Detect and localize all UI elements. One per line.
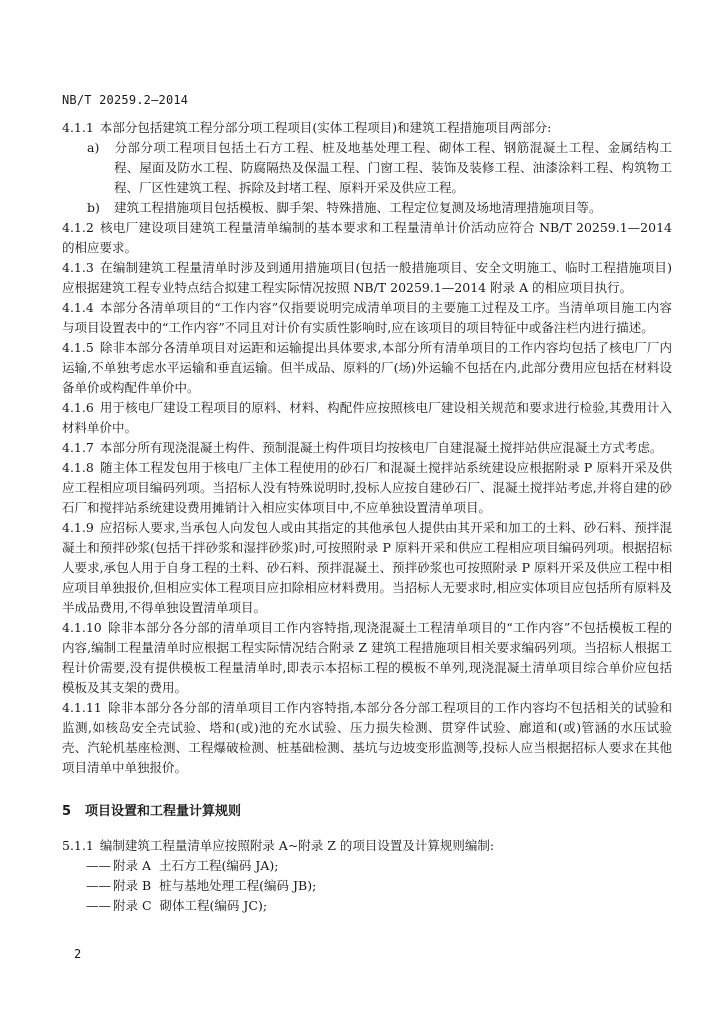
clause-text: 核电厂建设项目建筑工程量清单编制的基本要求和工程量清单计价活动应符合 NB/T 20259.1—2014 的相应要求。 bbox=[62, 220, 672, 255]
appendix-dash: —— bbox=[86, 858, 111, 873]
clause-text: 在编制建筑工程量清单时涉及到通用措施项目(包括一般措施项目、安全文明施工、临时工程措施项目)应根据建筑工程专业特点结合拟建工程实际情况按照 NB/T 20259.1—2014 附录 A 的相应项目执行。 bbox=[62, 260, 672, 295]
appendix-item bbox=[62, 896, 672, 916]
subitem-b bbox=[62, 198, 672, 218]
clause-number: 5.1.1 bbox=[62, 838, 94, 853]
section-number: 5 bbox=[62, 804, 72, 819]
section-heading bbox=[62, 802, 672, 822]
standard-code-header: NB/T 20259.2—2014 bbox=[62, 93, 189, 107]
appendix-item bbox=[62, 876, 672, 896]
clause-4-1-7 bbox=[62, 438, 672, 458]
appendix-text: 砌体工程(编码 JC); bbox=[159, 898, 268, 913]
clause-text: 应招标人要求,当承包人向发包人或由其指定的其他承包人提供由其开采和加工的土料、砂石料、预拌混凝土和预拌砂浆(包括干拌砂浆和湿拌砂浆)时,可按照附录 P 原料开采和供应工程相应项目编码列项。根据招标人要求,承包人用于自身工程的土料、砂石料、预拌混凝土、预拌砂浆也可按照附录 P 原料开采及供应工程中相应项目单独报价,但相应实体工程项目应扣除相应材料费用。当招标人无要求时,相应实体项目应包括所有原料及半成品费用,不得单独设置清单项目。 bbox=[62, 520, 672, 615]
clause-5-1-1 bbox=[62, 836, 672, 856]
clause-number: 4.1.3 bbox=[62, 260, 94, 275]
clause-number: 4.1.11 bbox=[62, 700, 102, 715]
clause-4-1-10 bbox=[62, 618, 672, 698]
clause-text: 除非本部分各分部的清单项目工作内容特指,现浇混凝土工程清单项目的“工作内容”不包括模板工程的内容,编制工程量清单时应根据工程实际情况结合附录 Z 建筑工程措施项目相关要求编码列项。当招标人根据工程计价需要,没有提供模板工程量清单时,即表示本招标工程的模板不单列,现浇混凝土清单项目综合单价应包括模板及其支架的费用。 bbox=[62, 620, 672, 695]
clause-number: 4.1.10 bbox=[62, 620, 102, 635]
clause-number: 4.1.7 bbox=[62, 440, 94, 455]
clause-number: 4.1.2 bbox=[62, 220, 94, 235]
appendix-text: 土石方工程(编码 JA); bbox=[159, 858, 279, 873]
subitem-mark: a) bbox=[87, 140, 100, 155]
clause-4-1-8 bbox=[62, 458, 672, 518]
section-title: 项目设置和工程量计算规则 bbox=[85, 804, 242, 819]
clause-text: 随主体工程发包用于核电厂主体工程使用的砂石厂和混凝土搅拌站系统建设应根据附录 P 原料开采及供应工程相应项目编码列项。当招标人没有特殊说明时,投标人应按自建砂石厂、混凝土搅拌站考虑,并将自建的砂石厂和搅拌站系统建设费用摊销计入相应实体项目中,不应单独设置清单项目。 bbox=[62, 460, 672, 515]
clause-number: 4.1.9 bbox=[62, 520, 94, 535]
appendix-name: 附录 C bbox=[113, 898, 152, 913]
clause-4-1-11 bbox=[62, 698, 672, 778]
clause-text: 除非本部分各分部的清单项目工作内容特指,本部分各分部工程项目的工作内容均不包括相关的试验和监测,如核岛安全壳试验、塔和(或)池的充水试验、压力损失检测、贯穿件试验、廊道和(或)管涵的水压试验壳、汽轮机基座检测、工程爆破检测、桩基础检测、基坑与边坡变形监测等,投标人应当根据招标人要求在其他项目清单中单独报价。 bbox=[62, 700, 672, 775]
subitem-a bbox=[62, 138, 672, 198]
clause-4-1-5 bbox=[62, 338, 672, 398]
clause-text: 用于核电厂建设工程项目的原料、材料、构配件应按照核电厂建设相关规范和要求进行检验,其费用计入材料单价中。 bbox=[62, 400, 672, 435]
clause-number: 4.1.4 bbox=[62, 300, 94, 315]
appendix-dash: —— bbox=[86, 878, 111, 893]
clause-4-1-3 bbox=[62, 258, 672, 298]
clause-text: 除非本部分各清单项目对运距和运输提出具体要求,本部分所有清单项目的工作内容均包括了核电厂厂内运输,不单独考虑水平运输和垂直运输。但半成品、原料的厂(场)外运输不包括在内,此部分费用应包括在材料设备单价或构配件单价中。 bbox=[62, 340, 672, 395]
clause-4-1-9 bbox=[62, 518, 672, 618]
appendix-dash: —— bbox=[86, 898, 111, 913]
subitem-mark: b) bbox=[87, 200, 100, 215]
clause-number: 4.1.1 bbox=[62, 120, 94, 135]
clause-4-1-1 bbox=[62, 118, 672, 138]
appendix-text: 桩与基地处理工程(编码 JB); bbox=[159, 878, 317, 893]
appendix-item bbox=[62, 856, 672, 876]
clause-number: 4.1.5 bbox=[62, 340, 94, 355]
appendix-name: 附录 B bbox=[113, 878, 152, 893]
appendix-name: 附录 A bbox=[113, 858, 152, 873]
clause-4-1-6 bbox=[62, 398, 672, 438]
clause-text: 本部分所有现浇混凝土构件、预制混凝土构件项目均按核电厂自建混凝土搅拌站供应混凝土方式考虑。 bbox=[99, 440, 663, 455]
subitem-text: 建筑工程措施项目包括模板、脚手架、特殊措施、工程定位复测及场地清理措施项目等。 bbox=[114, 200, 602, 215]
clause-4-1-2 bbox=[62, 218, 672, 258]
subitem-text: 分部分项工程项目包括土石方工程、桩及地基处理工程、砌体工程、钢筋混凝土工程、金属结构工程、屋面及防水工程、防腐隔热及保温工程、门窗工程、装饰及装修工程、油漆涂料工程、构筑物工程、厂区性建筑工程、拆除及封堵工程、原料开采及供应工程。 bbox=[114, 140, 672, 195]
clause-text: 编制建筑工程量清单应按照附录 A~附录 Z 的项目设置及计算规则编制: bbox=[99, 838, 495, 853]
document-body bbox=[62, 118, 672, 916]
clause-text: 本部分包括建筑工程分部分项工程项目(实体工程项目)和建筑工程措施项目两部分: bbox=[99, 120, 552, 135]
clause-4-1-4 bbox=[62, 298, 672, 338]
clause-text: 本部分各清单项目的“工作内容”仅指要说明完成清单项目的主要施工过程及工序。当清单项目施工内容与项目设置表中的“工作内容”不同且对计价有实质性影响时,应在该项目的项目特征中或备注栏内进行描述。 bbox=[62, 300, 672, 335]
clause-number: 4.1.6 bbox=[62, 400, 94, 415]
page-number: 2 bbox=[74, 947, 82, 961]
clause-number: 4.1.8 bbox=[62, 460, 94, 475]
